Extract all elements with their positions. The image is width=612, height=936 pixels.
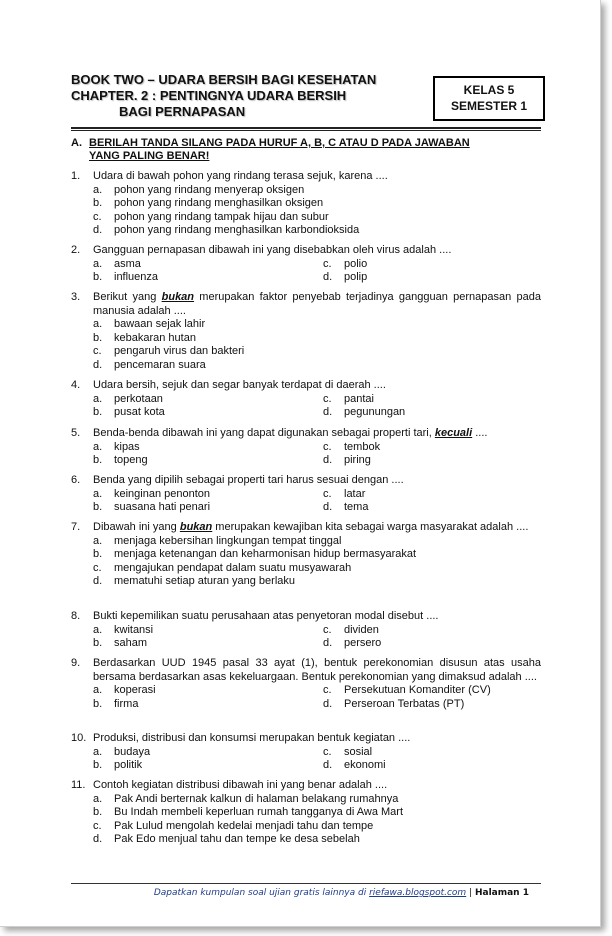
option-letter: d.	[93, 358, 103, 371]
option-d[interactable]	[93, 359, 541, 373]
option-a[interactable]	[93, 488, 323, 502]
option-letter: a.	[93, 684, 103, 696]
option-letter: a.	[93, 183, 103, 196]
option-text: kebakaran hutan	[114, 331, 196, 344]
option-text: tembok	[344, 440, 381, 453]
option-text: budaya	[114, 745, 151, 758]
option-text: latar	[344, 487, 366, 500]
option-a[interactable]	[93, 184, 541, 198]
option-d[interactable]	[323, 271, 541, 285]
stem-part: Berikut yang	[93, 291, 162, 303]
option-text: bawaan sejak lahir	[114, 318, 206, 330]
question-number: 4.	[71, 379, 81, 391]
option-text: Pak Edo menjual tahu dan tempe ke desa sebelah	[114, 833, 360, 845]
option-letter: a.	[93, 745, 103, 758]
option-text: polio	[344, 257, 368, 270]
option-a[interactable]	[93, 746, 323, 760]
option-c[interactable]	[323, 624, 541, 638]
section-label: A.	[71, 137, 82, 149]
option-letter: a.	[93, 392, 103, 405]
option-text: piring	[344, 454, 371, 466]
question-number: 8.	[71, 610, 81, 622]
option-text: pusat kota	[114, 406, 165, 418]
question-11	[71, 779, 541, 847]
question-number: 1.	[71, 170, 81, 182]
question-number: 11.	[71, 779, 86, 791]
option-letter: a.	[93, 534, 103, 547]
option-text: pohon yang rindang menghasilkan karbondioksida	[114, 224, 360, 236]
section-text	[89, 137, 529, 163]
question-1	[71, 170, 541, 238]
option-text: suasana hati penari	[114, 501, 211, 513]
option-letter: b.	[93, 271, 103, 283]
section-text-line1: BERILAH TANDA SILANG PADA HURUF A, B, C ATAU D PADA JAWABAN	[89, 137, 470, 149]
option-text: menjaga kebersihan lingkungan tempat tinggal	[114, 534, 342, 547]
question-stem	[93, 427, 541, 441]
option-b[interactable]	[93, 548, 541, 562]
option-c[interactable]	[323, 488, 541, 502]
page-number: Halaman 1	[474, 888, 529, 898]
option-letter: c.	[323, 392, 332, 405]
option-b[interactable]	[93, 806, 541, 820]
footer-promo-text: Dapatkan kumpulan soal ujian gratis lainnya di	[153, 888, 370, 898]
option-a[interactable]	[93, 441, 323, 455]
option-d[interactable]	[323, 501, 541, 515]
question-6	[71, 474, 541, 515]
option-letter: b.	[93, 548, 103, 560]
option-letter: b.	[93, 406, 103, 418]
option-d[interactable]	[323, 406, 541, 420]
question-stem: Benda yang dipilih sebagai properti tari harus sesuai dengan ....	[93, 474, 404, 486]
question-4	[71, 379, 541, 420]
option-a[interactable]	[93, 684, 323, 698]
option-d[interactable]	[323, 698, 541, 712]
footer-separator: |	[466, 888, 475, 898]
question-stem: Berdasarkan UUD 1945 pasal 33 ayat (1), bentuk perekonomian disusun atas usaha bersama berdasarkan asas kekeluargaan. Bentuk perekonomian yang dimaksud adalah ....	[93, 657, 541, 683]
option-text: Perseroan Terbatas (PT)	[344, 697, 465, 710]
stem-part: Dibawah ini yang	[93, 521, 180, 533]
stem-part: ....	[472, 427, 488, 439]
option-letter: c.	[93, 210, 102, 223]
option-c[interactable]	[323, 746, 541, 760]
chapter-title: CHAPTER. 2 : PENTINGNYA UDARA BERSIH	[71, 88, 347, 103]
option-letter: b.	[93, 501, 103, 513]
question-stem	[93, 521, 541, 535]
question-number: 3.	[71, 291, 81, 303]
question-stem: Udara di bawah pohon yang rindang terasa sejuk, karena ....	[93, 170, 388, 182]
option-letter: d.	[93, 833, 103, 845]
class-box	[433, 76, 545, 121]
option-c[interactable]	[93, 820, 541, 834]
keyword-emphasis: bukan	[179, 521, 213, 533]
option-text: pantai	[344, 392, 374, 405]
option-b[interactable]	[93, 197, 541, 211]
option-letter: d.	[323, 697, 333, 710]
option-text: saham	[114, 637, 148, 649]
option-letter: a.	[93, 257, 103, 270]
option-d[interactable]	[323, 454, 541, 468]
option-a[interactable]	[93, 258, 323, 272]
option-d[interactable]	[323, 759, 541, 773]
option-letter: b.	[93, 806, 103, 818]
footer-link[interactable]: riefawa.blogspot.com	[369, 888, 467, 898]
option-letter: b.	[93, 697, 103, 710]
option-letter: a.	[93, 440, 103, 453]
option-letter: a.	[93, 623, 103, 636]
option-letter: a.	[93, 487, 103, 500]
option-text: keinginan penonton	[114, 487, 211, 500]
question-number: 5.	[71, 427, 81, 439]
option-letter: c.	[323, 487, 332, 500]
question-number: 2.	[71, 244, 81, 256]
question-7	[71, 521, 541, 589]
option-letter: a.	[93, 792, 103, 805]
option-b[interactable]	[93, 759, 323, 773]
option-letter: d.	[323, 501, 333, 513]
option-text: pengaruh virus dan bakteri	[114, 345, 245, 357]
chapter-title-cont: BAGI PERNAPASAN	[119, 104, 246, 119]
option-letter: c.	[323, 440, 332, 453]
option-text: firma	[114, 697, 139, 710]
option-letter: d.	[93, 575, 103, 587]
option-c[interactable]	[93, 562, 541, 576]
option-text: pohon yang rindang tampak hijau dan subur	[114, 210, 329, 223]
option-letter: c.	[93, 819, 102, 832]
option-letter: d.	[323, 759, 333, 771]
option-text: menjaga ketenangan dan keharmonisan hidup bermasyarakat	[114, 548, 417, 560]
option-text: pegunungan	[344, 406, 406, 418]
stem-part: merupakan kewajiban kita sebagai warga masyarakat adalah ....	[212, 521, 529, 533]
option-letter: b.	[93, 637, 103, 649]
option-b[interactable]	[93, 501, 323, 515]
option-letter: b.	[93, 759, 103, 771]
question-2	[71, 244, 541, 285]
option-text: mengajukan pendapat dalam suatu musyawarah	[114, 561, 352, 574]
option-a[interactable]	[93, 393, 323, 407]
option-letter: c.	[323, 623, 332, 636]
option-d[interactable]	[323, 637, 541, 651]
option-text: Pak Andi berternak kalkun di halaman belakang rumahnya	[114, 792, 399, 805]
question-3	[71, 291, 541, 372]
option-text: Pak Lulud mengolah kedelai menjadi tahu dan tempe	[114, 819, 374, 832]
option-letter: d.	[323, 637, 333, 649]
option-letter: d.	[323, 406, 333, 418]
option-d[interactable]	[93, 224, 541, 238]
option-text: sosial	[344, 745, 373, 758]
stem-part: merupakan faktor penyebab terjadinya gangguan pernapasan pada manusia adalah ....	[93, 291, 541, 317]
option-text: Persekutuan Komanditer (CV)	[344, 684, 491, 696]
question-number: 9.	[71, 657, 81, 669]
question-number: 10.	[71, 732, 87, 744]
question-5	[71, 427, 541, 468]
question-stem: Gangguan pernapasan dibawah ini yang disebabkan oleh virus adalah ....	[93, 244, 452, 256]
option-text: perkotaan	[114, 392, 163, 405]
option-letter: c.	[323, 745, 332, 758]
option-c[interactable]	[93, 211, 541, 225]
option-text: pencemaran suara	[114, 358, 206, 371]
option-text: ekonomi	[344, 759, 386, 771]
option-letter: c.	[93, 345, 102, 357]
option-a[interactable]	[93, 793, 541, 807]
option-text: pohon yang rindang menyerap oksigen	[114, 183, 305, 196]
option-d[interactable]	[93, 575, 541, 589]
keyword-emphasis: bukan	[161, 291, 195, 303]
option-text: persero	[344, 637, 382, 649]
option-a[interactable]	[93, 624, 323, 638]
question-10	[71, 732, 541, 773]
option-text: asma	[114, 257, 141, 270]
option-b[interactable]	[93, 332, 541, 346]
keyword-emphasis: kecuali	[434, 427, 473, 439]
question-stem: Contoh kegiatan distribusi dibawah ini yang benar adalah ....	[93, 779, 388, 791]
option-letter: b.	[93, 454, 103, 466]
option-letter: d.	[323, 454, 333, 466]
option-a[interactable]	[93, 318, 541, 332]
semester-label: SEMESTER 1	[450, 99, 528, 113]
option-text: politik	[114, 759, 143, 771]
option-letter: b.	[93, 197, 103, 209]
option-d[interactable]	[93, 833, 541, 847]
section-text-line2: YANG PALING BENAR!	[89, 150, 210, 162]
option-b[interactable]	[93, 271, 323, 285]
question-8	[71, 610, 541, 651]
option-text: Bu Indah membeli keperluan rumah tangganya di Awa Mart	[114, 806, 404, 818]
question-number: 7.	[71, 521, 81, 533]
header-divider-thin	[71, 130, 541, 131]
stem-part: Benda-benda dibawah ini yang dapat digunakan sebagai properti tari,	[93, 427, 435, 439]
option-letter: d.	[93, 224, 103, 236]
option-text: dividen	[344, 623, 379, 636]
option-c[interactable]	[323, 441, 541, 455]
option-text: influenza	[114, 271, 159, 283]
option-letter: a.	[93, 318, 103, 330]
option-letter: c.	[93, 561, 102, 574]
option-text: tema	[344, 501, 369, 513]
option-letter: d.	[323, 271, 333, 283]
option-c[interactable]	[93, 345, 541, 359]
option-b[interactable]	[93, 698, 323, 712]
option-text: kipas	[114, 440, 140, 453]
option-text: polip	[344, 271, 368, 283]
question-stem	[93, 291, 541, 318]
option-text: topeng	[114, 454, 148, 466]
option-text: pohon yang rindang menghasilkan oksigen	[114, 197, 324, 209]
page-footer	[154, 888, 529, 898]
book-title: BOOK TWO – UDARA BERSIH BAGI KESEHATAN	[71, 72, 377, 87]
option-a[interactable]	[93, 535, 541, 549]
option-c[interactable]	[323, 258, 541, 272]
question-9	[71, 657, 541, 711]
question-stem: Bukti kepemilikan suatu perusahaan atas penyetoran modal disebut ....	[93, 610, 439, 622]
option-text: koperasi	[114, 684, 156, 696]
option-b[interactable]	[93, 406, 323, 420]
question-stem: Produksi, distribusi dan konsumsi merupakan bentuk kegiatan ....	[93, 732, 411, 744]
option-letter: b.	[93, 331, 103, 344]
option-b[interactable]	[93, 454, 323, 468]
question-number: 6.	[71, 474, 81, 486]
option-letter: c.	[323, 257, 332, 270]
option-text: mematuhi setiap aturan yang berlaku	[114, 575, 295, 587]
footer-divider	[71, 883, 541, 884]
header-divider	[71, 127, 541, 129]
question-stem: Udara bersih, sejuk dan segar banyak terdapat di daerah ....	[93, 379, 386, 391]
option-letter: c.	[323, 684, 332, 696]
class-label: KELAS 5	[463, 83, 515, 97]
option-c[interactable]	[323, 684, 541, 698]
option-text: kwitansi	[114, 623, 154, 636]
option-b[interactable]	[93, 637, 323, 651]
option-c[interactable]	[323, 393, 541, 407]
